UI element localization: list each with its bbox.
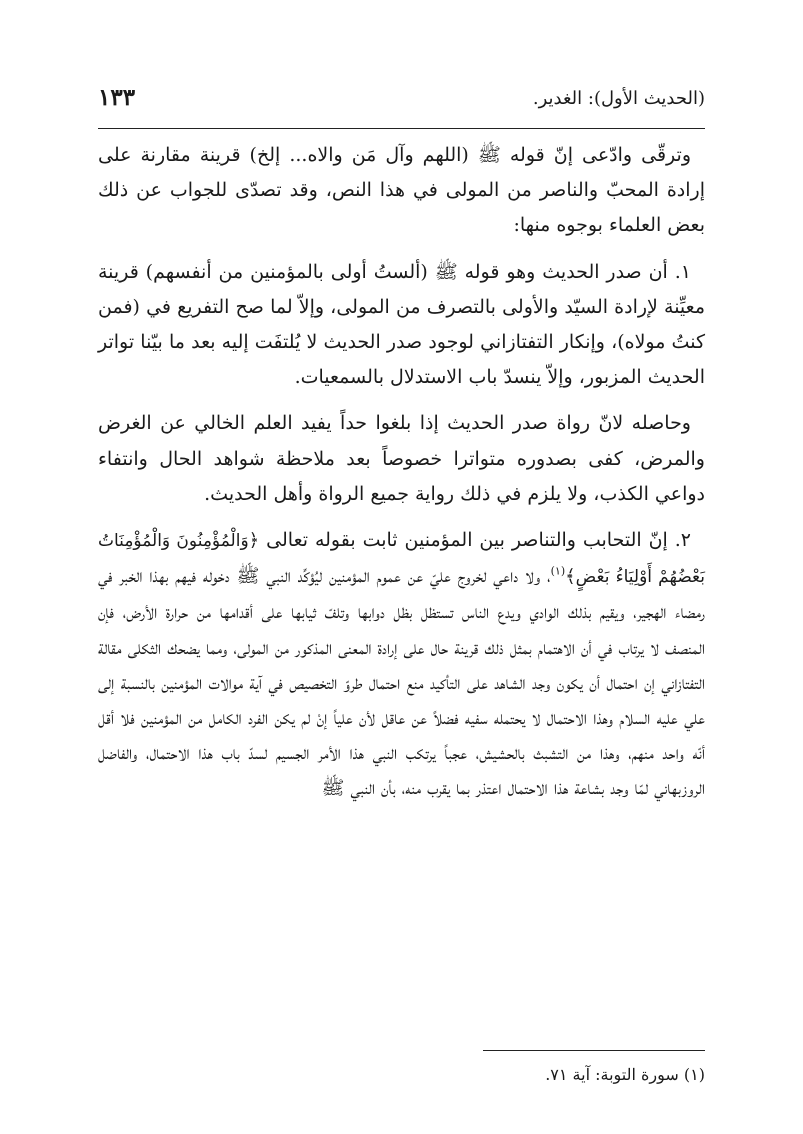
page-header	[98, 82, 705, 122]
paragraph-2: ١. أن صدر الحديث وهو قوله ﷺ (ألستُ أولى بالمؤمنين من أنفسهم) قرينة معيِّنة لإرادة السيّد والأولى بالتصرف من المولى، وإلاّ لما صح التفريع في (فمن كنتُ مولاه)، وإنكار التفتازاني لوجود صدر الحديث لا يُلتفَت إليه بعد ما بيّنا تواتر الحديث المزبور، وإلاّ ينسدّ باب الاستدلال بالسمعيات.	[98, 260, 705, 389]
paragraph-4-body: ، ولا داعي لخروج عليّ عن عموم المؤمنين ليُؤكِّد النبي ﷺ دخوله فيهم بهذا الخبر في رمضاء الهجير، ويقيم بذلك الوادي ويدع الناس تستظل بظل دوابها وتلفّ ثيابها على أقدامها من حرارة الأرض، فإن المنصف لا يرتاب في أن الاهتمام بمثل ذلك قرينة حال على إرادة المعنى المذكور من المولى، ومما يضحك الثكلى مقالة التفتازاني إن احتمال أن يكون وجد الشاهد على التأكيد منع احتمال طروّ التخصيص في آية موالات المؤمنين بالنسبة إلى علي عليه السلام وهذا الاحتمال لا يحتمله سفيه فضلاً عن عاقل لأن علياً إنْ لم يكن الفرد الكامل من المؤمنين فلا أقل أنّه واحد منهم، وهذا من التشبث بالحشيش، عجباً يرتكب النبي هذا الأمر الجسيم لسدّ باب هذا الاحتمال، والفاضل الروزبهاني لمّا وجد بشاعة هذا الاحتمال اعتذر بما يقرب منه، بأن النبي ﷺ	[98, 565, 705, 800]
main-text	[98, 138, 705, 818]
footnote-text: (١) سورة التوبة: آية ٧١.	[545, 1065, 705, 1084]
quran-open-bracket: ﴿	[248, 530, 260, 552]
paragraph-4-intro: ٢. إنّ التحابب والتناصر بين المؤمنين ثابت بقوله تعالى	[266, 529, 692, 552]
quran-verse: وَالْمُؤْمِنُونَ وَالْمُؤْمِنَاتُ بَعْضُهُمْ أَوْلِيَاءُ بَعْضٍ	[98, 531, 705, 588]
footnote-marker[interactable]: (١)	[550, 564, 566, 578]
paragraph-4	[98, 523, 705, 807]
paragraph-1: وترقّى وادّعى إنّ قوله ﷺ (اللهم وآل مَن والاه... إلخ) قرينة مقارنة على إرادة المحبّ والناصر من المولى في هذا النص، وقد تصدّى للجواب عن ذلك بعض العلماء بوجوه منها:	[98, 144, 705, 237]
quran-close-bracket: ﴾	[565, 566, 576, 588]
paragraph-3: وحاصله لانّ رواة صدر الحديث إذا بلغوا حداً يفيد العلم الخالي عن الغرض والمرض، كفى بصدوره متواترا خصوصاً بعد ملاحظة شواهد الحال وانتفاء دواعي الكذب، ولا يلزم في ذلك رواية جميع الرواة وأهل الحديث.	[98, 412, 705, 505]
running-title: (الحديث الأول): الغدير.	[532, 88, 705, 109]
page-number: ١٣٣	[98, 84, 136, 111]
header-divider	[98, 128, 705, 129]
footnote-divider	[483, 1050, 705, 1051]
